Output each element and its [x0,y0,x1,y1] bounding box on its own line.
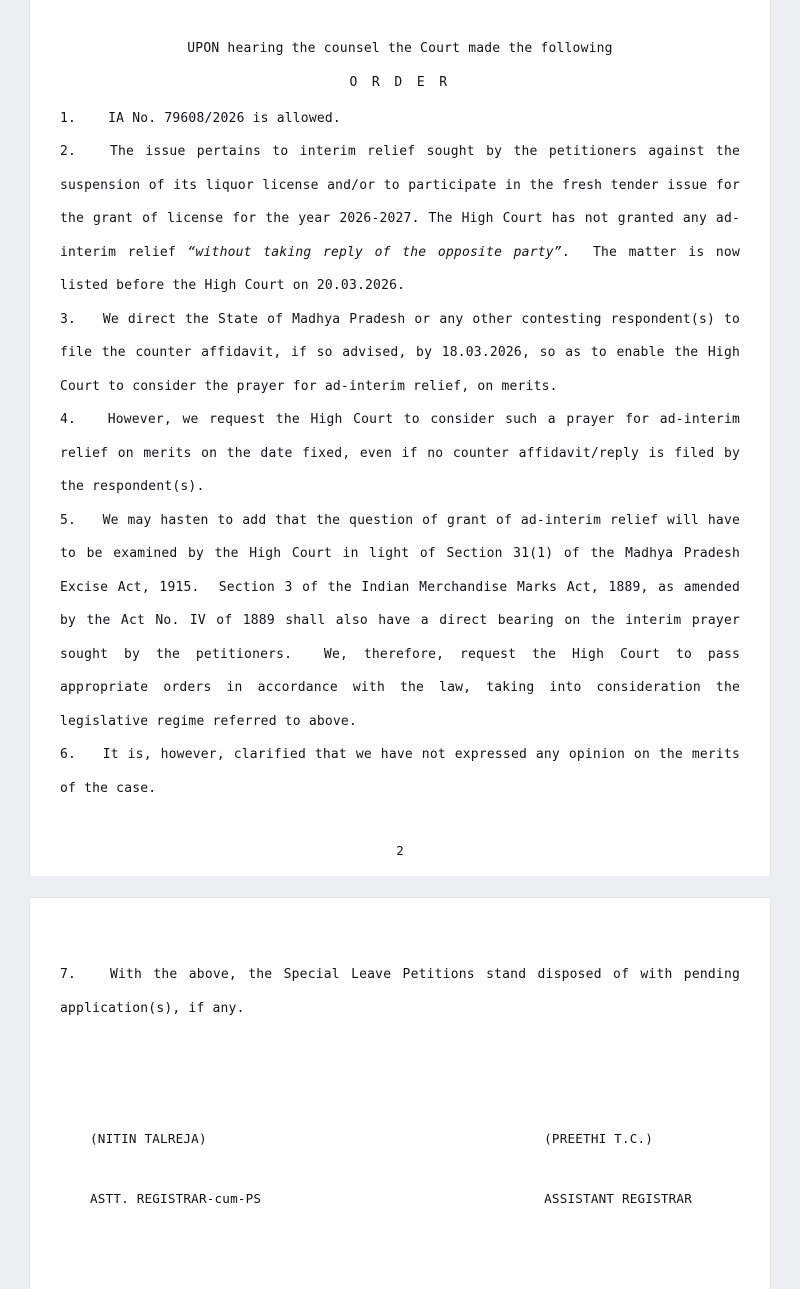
signature-left-title: ASTT. REGISTRAR-cum-PS [90,1191,262,1206]
order-heading: O R D E R [349,74,451,90]
document-page-2 [30,898,770,1289]
signature-left [90,1089,261,1249]
paragraph-2 [60,135,749,303]
paragraph-4: 4. However, we request the High Court to consider such a prayer for ad-interim relief on merits on the date fixed, even if no counter affidavit/reply is filed by the respondent(s). [60,412,749,494]
page-gap [0,876,800,898]
paragraph-2-quote: “without taking reply of the opposite party” [187,244,562,260]
signature-left-name: (NITIN TALREJA) [90,1131,207,1146]
intro-line: UPON hearing the counsel the Court made the following [187,41,613,56]
page-1-content [30,32,770,858]
paragraph-5: 5. We may hasten to add that the question of grant of ad-interim relief will have to be examined by the High Court in light of Section 31(1) of the Madhya Pradesh Excise Act, 1915. Section 3 of the Indian Merchandise Marks Act, 1889, as amended by the Act No. IV of 1889 shall also have a direct bearing on the interim prayer sought by the petitioners. We, therefore, request the High Court to pass appropriate orders in accordance with the law, taking into consideration the legislative regime referred to above. [60,512,749,729]
paragraph-2-lead: 2. The issue pertains to interim relief sought by the petitioners against the suspension of its liquor license and/or to participate in the fresh tender issue for the grant of license for the year 2026-2027. The High Court has not granted any ad-interim relief [60,144,749,260]
signature-right-name: (PREETHI T.C.) [544,1131,654,1146]
page-number: 2 [396,843,404,858]
signature-block [60,1089,740,1249]
signature-right [544,1089,710,1249]
paragraph-2-tail: . The matter is now listed before the High Court on 20.03.2026. [60,244,749,293]
paragraph-7: 7. With the above, the Special Leave Petitions stand disposed of with pending application(s), if any. [60,967,749,1016]
page-2-content [30,958,770,1249]
paragraph-3: 3. We direct the State of Madhya Pradesh or any other contesting respondent(s) to file the counter affidavit, if so advised, by 18.03.2026, so as to enable the High Court to consider the prayer for ad-interim relief, on merits. [60,311,749,394]
document-page-1 [30,0,770,876]
paragraph-6: 6. It is, however, clarified that we have not expressed any opinion on the merits of the case. [60,747,749,796]
paragraph-1: 1. IA No. 79608/2026 is allowed. [60,110,341,126]
signature-right-title: ASSISTANT REGISTRAR [544,1191,692,1206]
